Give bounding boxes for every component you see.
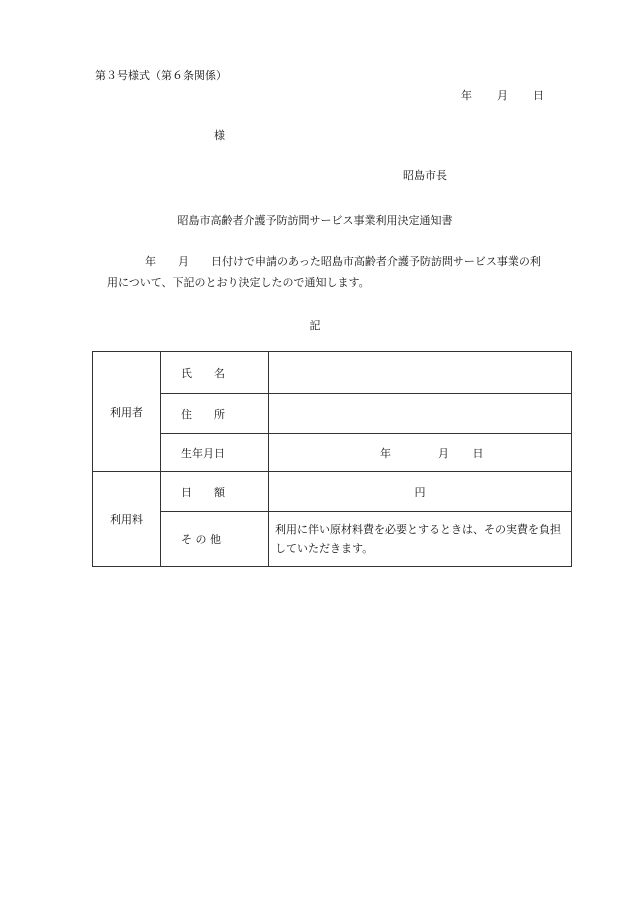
document-title: 昭島市高齢者介護予防訪問サービス事業利用決定通知書: [177, 214, 453, 227]
address-value: [269, 394, 572, 434]
name-label: 氏 名: [161, 352, 269, 394]
body-line-2: 用について、下記のとおり決定したので通知します。: [107, 276, 370, 289]
body-text: [95, 251, 585, 293]
fee-group-label: 利用料: [93, 472, 161, 567]
other-value: 利用に伴い原材料費を必要とするときは、その実費を負担していただきます。: [269, 512, 572, 567]
birth-day: 日: [472, 446, 484, 460]
daily-value: 円: [269, 472, 572, 512]
form-number: 第３号様式（第６条関係）: [95, 69, 227, 82]
name-value: [269, 352, 572, 394]
ki-label: 記: [309, 319, 321, 332]
birthdate-value: [269, 434, 572, 472]
date-year: 年: [461, 89, 472, 102]
addressee-suffix: 様: [214, 129, 225, 142]
birth-month: 月: [438, 446, 449, 460]
date-line: [461, 87, 544, 103]
date-month: 月: [497, 89, 508, 102]
birthdate-label: 生年月日: [161, 434, 269, 472]
body-line-1: 年 月 日付けで申請のあった昭島市高齢者介護予防訪問サービス事業の利: [145, 255, 541, 268]
other-label: そ の 他: [161, 512, 269, 567]
date-day: 日: [533, 89, 544, 102]
user-group-label: 利用者: [93, 352, 161, 472]
detail-table: [92, 351, 572, 567]
birth-year: 年: [380, 446, 391, 460]
daily-label: 日 額: [161, 472, 269, 512]
issuer-name: 昭島市長: [403, 169, 447, 182]
address-label: 住 所: [161, 394, 269, 434]
